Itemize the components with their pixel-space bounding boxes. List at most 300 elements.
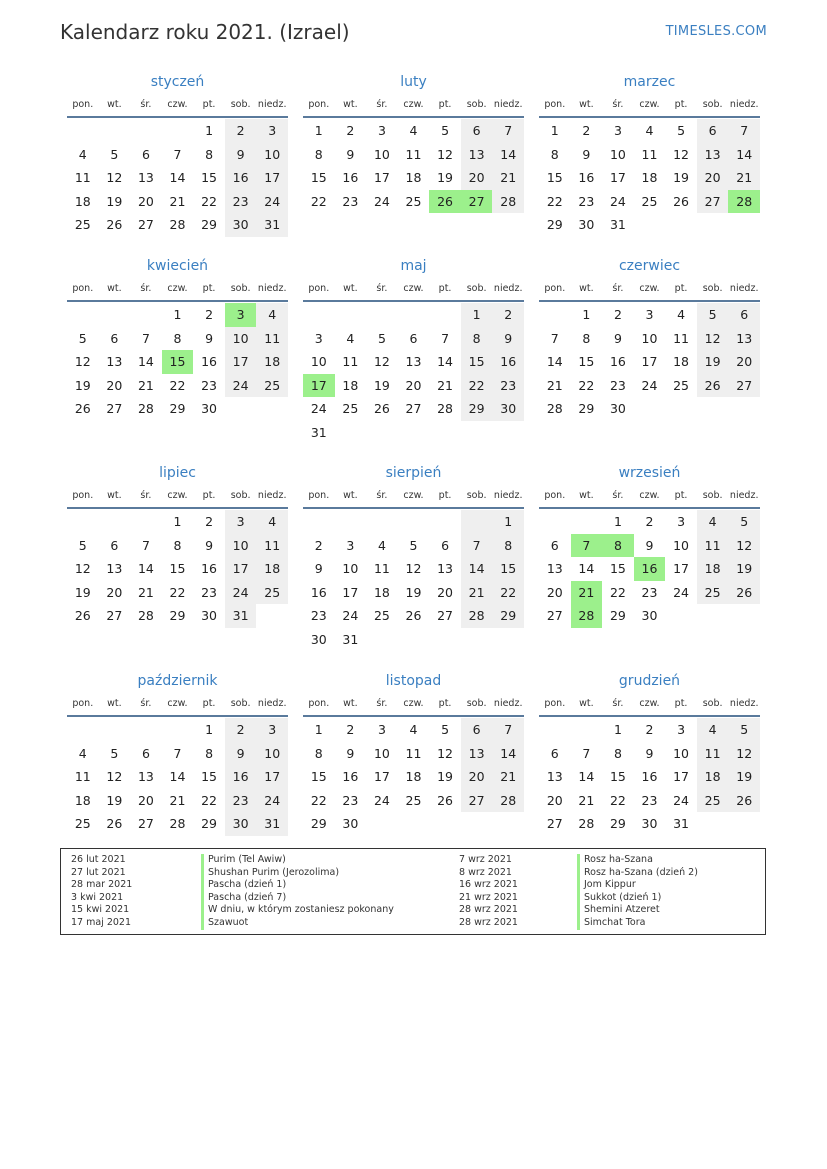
day-cell[interactable]: 20 [461,166,493,190]
day-cell[interactable]: 9 [645,537,654,553]
day-cell[interactable]: 31 [225,604,257,628]
day-cell[interactable]: 27 [546,816,563,831]
day-cell[interactable]: 7 [173,745,182,761]
day-cell[interactable]: 4 [697,510,729,534]
day-cell[interactable]: 30 [578,217,595,232]
day-cell[interactable]: 28 [137,401,154,416]
day-cell[interactable]: 3 [256,718,288,742]
day-cell[interactable]: 9 [492,327,524,351]
day-cell[interactable]: 27 [106,401,123,416]
day-cell[interactable]: 30 [641,816,658,831]
day-cell[interactable]: 15 [201,769,218,784]
day-cell[interactable]: 30 [310,631,327,647]
day-cell[interactable]: 7 [441,330,450,346]
day-cell[interactable]: 3 [677,722,686,737]
day-cell[interactable]: 10 [342,561,359,576]
day-cell[interactable]: 25 [373,608,390,623]
day-cell[interactable]: 30 [641,608,658,623]
day-cell[interactable]: 10 [310,354,327,369]
day-cell[interactable]: 19 [74,377,91,393]
day-cell[interactable]: 17 [256,166,288,190]
day-cell[interactable]: 26 [429,190,461,214]
day-cell[interactable]: 29 [492,604,524,628]
day-cell[interactable]: 4 [78,146,87,162]
day-cell[interactable]: 7 [582,745,591,761]
day-cell[interactable]: 9 [314,561,323,576]
day-cell[interactable]: 3 [613,123,622,138]
day-cell[interactable]: 8 [582,330,591,346]
brand-logo[interactable]: TIMESLES.COM [665,24,767,39]
day-cell[interactable]: 21 [571,581,603,605]
day-cell[interactable]: 20 [546,584,563,600]
day-cell[interactable]: 2 [645,722,654,737]
day-cell[interactable]: 4 [677,307,686,322]
day-cell[interactable]: 21 [137,584,154,600]
day-cell[interactable]: 16 [342,170,359,185]
day-cell[interactable]: 5 [728,718,760,742]
day-cell[interactable]: 8 [173,537,182,553]
day-cell[interactable]: 5 [78,330,87,346]
day-cell[interactable]: 18 [256,350,288,374]
day-cell[interactable]: 6 [461,718,493,742]
day-cell[interactable]: 27 [461,789,493,813]
day-cell[interactable]: 15 [492,557,524,581]
day-cell[interactable]: 22 [461,374,493,398]
day-cell[interactable]: 10 [256,742,288,766]
day-cell[interactable]: 8 [550,146,559,162]
day-cell[interactable]: 18 [373,584,390,600]
day-cell[interactable]: 17 [225,557,257,581]
day-cell[interactable]: 18 [256,557,288,581]
day-cell[interactable]: 13 [437,561,454,576]
day-cell[interactable]: 25 [256,581,288,605]
day-cell[interactable]: 6 [409,330,418,346]
day-cell[interactable]: 26 [697,374,729,398]
day-cell[interactable]: 24 [256,789,288,813]
day-cell[interactable]: 1 [205,123,214,138]
day-cell[interactable]: 28 [546,401,563,416]
day-cell[interactable]: 6 [141,745,150,761]
day-cell[interactable]: 28 [169,217,186,232]
day-cell[interactable]: 12 [74,354,91,369]
day-cell[interactable]: 8 [173,330,182,346]
day-cell[interactable]: 7 [173,146,182,162]
day-cell[interactable]: 1 [613,722,622,737]
day-cell[interactable]: 14 [461,557,493,581]
day-cell[interactable]: 2 [225,718,257,742]
day-cell[interactable]: 4 [256,510,288,534]
day-cell[interactable]: 1 [205,722,214,737]
day-cell[interactable]: 10 [225,327,257,351]
day-cell[interactable]: 14 [492,742,524,766]
day-cell[interactable]: 10 [256,143,288,167]
day-cell[interactable]: 2 [613,307,622,322]
day-cell[interactable]: 31 [256,812,288,836]
day-cell[interactable]: 30 [201,608,218,623]
day-cell[interactable]: 9 [225,143,257,167]
day-cell[interactable]: 28 [437,401,454,416]
day-cell[interactable]: 5 [677,123,686,138]
day-cell[interactable]: 18 [697,557,729,581]
day-cell[interactable]: 21 [461,581,493,605]
day-cell[interactable]: 10 [373,146,390,162]
day-cell[interactable]: 13 [106,561,123,576]
day-cell[interactable]: 14 [137,561,154,576]
day-cell[interactable]: 6 [110,537,119,553]
day-cell[interactable]: 26 [74,608,91,623]
day-cell[interactable]: 28 [137,608,154,623]
day-cell[interactable]: 31 [342,631,359,647]
day-cell[interactable]: 30 [609,401,626,416]
day-cell[interactable]: 21 [492,765,524,789]
day-cell[interactable]: 9 [613,330,622,346]
day-cell[interactable]: 18 [641,170,658,185]
day-cell[interactable]: 21 [137,377,154,393]
day-cell[interactable]: 29 [609,608,626,623]
day-cell[interactable]: 26 [728,789,760,813]
day-cell[interactable]: 9 [346,146,355,162]
day-cell[interactable]: 7 [492,119,524,143]
day-cell[interactable]: 7 [550,330,559,346]
day-cell[interactable]: 19 [728,765,760,789]
day-cell[interactable]: 23 [225,789,257,813]
day-cell[interactable]: 22 [310,792,327,808]
day-cell[interactable]: 9 [645,745,654,761]
day-cell[interactable]: 24 [342,608,359,623]
day-cell[interactable]: 22 [201,193,218,209]
day-cell[interactable]: 16 [310,584,327,600]
day-cell[interactable]: 5 [377,330,386,346]
day-cell[interactable]: 12 [106,769,123,784]
day-cell[interactable]: 30 [342,816,359,831]
day-cell[interactable]: 16 [342,769,359,784]
day-cell[interactable]: 7 [141,330,150,346]
day-cell[interactable]: 17 [303,374,335,398]
day-cell[interactable]: 3 [256,119,288,143]
day-cell[interactable]: 13 [137,170,154,185]
day-cell[interactable]: 14 [492,143,524,167]
day-cell[interactable]: 11 [405,146,422,162]
day-cell[interactable]: 27 [405,401,422,416]
day-cell[interactable]: 12 [728,742,760,766]
day-cell[interactable]: 8 [205,745,214,761]
day-cell[interactable]: 11 [74,769,91,784]
day-cell[interactable]: 11 [697,742,729,766]
day-cell[interactable]: 1 [550,123,559,138]
day-cell[interactable]: 7 [492,718,524,742]
day-cell[interactable]: 26 [673,193,690,209]
day-cell[interactable]: 16 [609,354,626,369]
day-cell[interactable]: 1 [314,722,323,737]
day-cell[interactable]: 22 [492,581,524,605]
day-cell[interactable]: 3 [377,123,386,138]
day-cell[interactable]: 30 [225,812,257,836]
day-cell[interactable]: 15 [461,350,493,374]
day-cell[interactable]: 14 [578,769,595,784]
day-cell[interactable]: 13 [461,742,493,766]
day-cell[interactable]: 25 [256,374,288,398]
day-cell[interactable]: 18 [405,170,422,185]
day-cell[interactable]: 12 [405,561,422,576]
day-cell[interactable]: 2 [582,123,591,138]
day-cell[interactable]: 1 [613,514,622,529]
day-cell[interactable]: 17 [225,350,257,374]
day-cell[interactable]: 1 [173,307,182,322]
day-cell[interactable]: 8 [492,534,524,558]
day-cell[interactable]: 8 [613,745,622,761]
day-cell[interactable]: 11 [373,561,390,576]
day-cell[interactable]: 5 [697,303,729,327]
day-cell[interactable]: 20 [405,377,422,393]
day-cell[interactable]: 4 [78,745,87,761]
day-cell[interactable]: 16 [641,769,658,784]
day-cell[interactable]: 10 [225,534,257,558]
day-cell[interactable]: 2 [225,119,257,143]
day-cell[interactable]: 7 [571,534,603,558]
day-cell[interactable]: 5 [441,722,450,737]
day-cell[interactable]: 19 [373,377,390,393]
day-cell[interactable]: 3 [346,537,355,553]
day-cell[interactable]: 14 [546,354,563,369]
day-cell[interactable]: 6 [697,119,729,143]
day-cell[interactable]: 18 [697,765,729,789]
day-cell[interactable]: 15 [169,561,186,576]
day-cell[interactable]: 4 [377,537,386,553]
day-cell[interactable]: 20 [461,765,493,789]
day-cell[interactable]: 17 [373,170,390,185]
day-cell[interactable]: 28 [571,604,603,628]
day-cell[interactable]: 19 [728,557,760,581]
day-cell[interactable]: 8 [602,534,634,558]
day-cell[interactable]: 22 [546,193,563,209]
day-cell[interactable]: 1 [582,307,591,322]
day-cell[interactable]: 19 [437,769,454,784]
day-cell[interactable]: 12 [74,561,91,576]
day-cell[interactable]: 1 [461,303,493,327]
day-cell[interactable]: 25 [405,792,422,808]
day-cell[interactable]: 15 [310,170,327,185]
day-cell[interactable]: 26 [728,581,760,605]
day-cell[interactable]: 2 [205,514,214,529]
day-cell[interactable]: 12 [437,146,454,162]
day-cell[interactable]: 6 [110,330,119,346]
day-cell[interactable]: 8 [461,327,493,351]
day-cell[interactable]: 3 [314,330,323,346]
day-cell[interactable]: 14 [578,561,595,576]
day-cell[interactable]: 20 [137,193,154,209]
day-cell[interactable]: 17 [256,765,288,789]
day-cell[interactable]: 2 [205,307,214,322]
day-cell[interactable]: 27 [461,190,493,214]
day-cell[interactable]: 21 [492,166,524,190]
day-cell[interactable]: 17 [673,769,690,784]
day-cell[interactable]: 5 [409,537,418,553]
day-cell[interactable]: 22 [169,377,186,393]
day-cell[interactable]: 29 [546,217,563,232]
day-cell[interactable]: 10 [673,537,690,553]
day-cell[interactable]: 22 [609,584,626,600]
day-cell[interactable]: 23 [201,584,218,600]
day-cell[interactable]: 10 [673,745,690,761]
day-cell[interactable]: 6 [728,303,760,327]
day-cell[interactable]: 4 [409,722,418,737]
day-cell[interactable]: 24 [310,401,327,416]
day-cell[interactable]: 4 [256,303,288,327]
day-cell[interactable]: 4 [645,123,654,138]
day-cell[interactable]: 30 [225,213,257,237]
day-cell[interactable]: 13 [546,561,563,576]
day-cell[interactable]: 27 [137,816,154,831]
day-cell[interactable]: 11 [405,745,422,761]
day-cell[interactable]: 13 [461,143,493,167]
day-cell[interactable]: 9 [346,745,355,761]
day-cell[interactable]: 22 [578,377,595,393]
day-cell[interactable]: 20 [546,792,563,808]
day-cell[interactable]: 29 [609,816,626,831]
day-cell[interactable]: 27 [728,374,760,398]
day-cell[interactable]: 22 [169,584,186,600]
day-cell[interactable]: 1 [492,510,524,534]
day-cell[interactable]: 6 [550,537,559,553]
day-cell[interactable]: 10 [373,745,390,761]
day-cell[interactable]: 6 [550,745,559,761]
day-cell[interactable]: 16 [578,170,595,185]
day-cell[interactable]: 17 [609,170,626,185]
day-cell[interactable]: 10 [641,330,658,346]
day-cell[interactable]: 1 [314,123,323,138]
day-cell[interactable]: 3 [225,510,257,534]
day-cell[interactable]: 13 [697,143,729,167]
day-cell[interactable]: 27 [137,217,154,232]
day-cell[interactable]: 27 [437,608,454,623]
day-cell[interactable]: 9 [225,742,257,766]
day-cell[interactable]: 22 [310,193,327,209]
day-cell[interactable]: 24 [373,792,390,808]
day-cell[interactable]: 16 [225,166,257,190]
day-cell[interactable]: 18 [74,193,91,209]
day-cell[interactable]: 15 [162,350,194,374]
day-cell[interactable]: 31 [310,424,327,440]
day-cell[interactable]: 24 [225,374,257,398]
day-cell[interactable]: 13 [728,327,760,351]
day-cell[interactable]: 11 [697,534,729,558]
day-cell[interactable]: 3 [225,303,257,327]
day-cell[interactable]: 19 [437,170,454,185]
day-cell[interactable]: 2 [346,123,355,138]
day-cell[interactable]: 11 [256,534,288,558]
day-cell[interactable]: 3 [377,722,386,737]
day-cell[interactable]: 20 [697,166,729,190]
day-cell[interactable]: 23 [201,377,218,393]
day-cell[interactable]: 27 [697,190,729,214]
day-cell[interactable]: 21 [546,377,563,393]
day-cell[interactable]: 23 [578,193,595,209]
day-cell[interactable]: 5 [78,537,87,553]
day-cell[interactable]: 24 [641,377,658,393]
day-cell[interactable]: 30 [492,397,524,421]
day-cell[interactable]: 13 [405,354,422,369]
day-cell[interactable]: 30 [201,401,218,416]
day-cell[interactable]: 14 [137,354,154,369]
day-cell[interactable]: 24 [373,193,390,209]
day-cell[interactable]: 17 [641,354,658,369]
day-cell[interactable]: 8 [205,146,214,162]
day-cell[interactable]: 15 [609,561,626,576]
day-cell[interactable]: 24 [256,190,288,214]
day-cell[interactable]: 4 [697,718,729,742]
day-cell[interactable]: 31 [256,213,288,237]
day-cell[interactable]: 25 [673,377,690,393]
day-cell[interactable]: 24 [673,792,690,808]
day-cell[interactable]: 28 [492,789,524,813]
day-cell[interactable]: 5 [728,510,760,534]
day-cell[interactable]: 26 [405,608,422,623]
day-cell[interactable]: 12 [697,327,729,351]
day-cell[interactable]: 4 [346,330,355,346]
day-cell[interactable]: 15 [578,354,595,369]
day-cell[interactable]: 26 [373,401,390,416]
day-cell[interactable]: 22 [201,792,218,808]
day-cell[interactable]: 19 [697,350,729,374]
day-cell[interactable]: 31 [609,217,626,232]
day-cell[interactable]: 11 [673,330,690,346]
day-cell[interactable]: 27 [106,608,123,623]
day-cell[interactable]: 9 [205,537,214,553]
day-cell[interactable]: 28 [169,816,186,831]
day-cell[interactable]: 24 [609,193,626,209]
day-cell[interactable]: 21 [169,193,186,209]
day-cell[interactable]: 14 [169,769,186,784]
day-cell[interactable]: 17 [673,561,690,576]
day-cell[interactable]: 12 [106,170,123,185]
day-cell[interactable]: 16 [492,350,524,374]
day-cell[interactable]: 20 [728,350,760,374]
day-cell[interactable]: 27 [546,608,563,623]
day-cell[interactable]: 16 [201,561,218,576]
day-cell[interactable]: 12 [673,146,690,162]
day-cell[interactable]: 15 [310,769,327,784]
day-cell[interactable]: 21 [437,377,454,393]
day-cell[interactable]: 18 [405,769,422,784]
day-cell[interactable]: 28 [492,190,524,214]
day-cell[interactable]: 6 [461,119,493,143]
day-cell[interactable]: 20 [137,792,154,808]
day-cell[interactable]: 26 [106,217,123,232]
day-cell[interactable]: 6 [141,146,150,162]
day-cell[interactable]: 2 [492,303,524,327]
day-cell[interactable]: 17 [373,769,390,784]
day-cell[interactable]: 4 [409,123,418,138]
day-cell[interactable]: 29 [201,217,218,232]
day-cell[interactable]: 18 [342,377,359,393]
day-cell[interactable]: 29 [461,397,493,421]
day-cell[interactable]: 15 [546,170,563,185]
day-cell[interactable]: 18 [74,792,91,808]
day-cell[interactable]: 28 [461,604,493,628]
day-cell[interactable]: 11 [74,170,91,185]
day-cell[interactable]: 24 [225,581,257,605]
day-cell[interactable]: 26 [437,792,454,808]
day-cell[interactable]: 12 [437,745,454,761]
day-cell[interactable]: 12 [373,354,390,369]
day-cell[interactable]: 23 [641,792,658,808]
day-cell[interactable]: 13 [546,769,563,784]
day-cell[interactable]: 7 [728,119,760,143]
day-cell[interactable]: 25 [697,789,729,813]
day-cell[interactable]: 25 [74,816,91,831]
day-cell[interactable]: 10 [609,146,626,162]
day-cell[interactable]: 17 [342,584,359,600]
